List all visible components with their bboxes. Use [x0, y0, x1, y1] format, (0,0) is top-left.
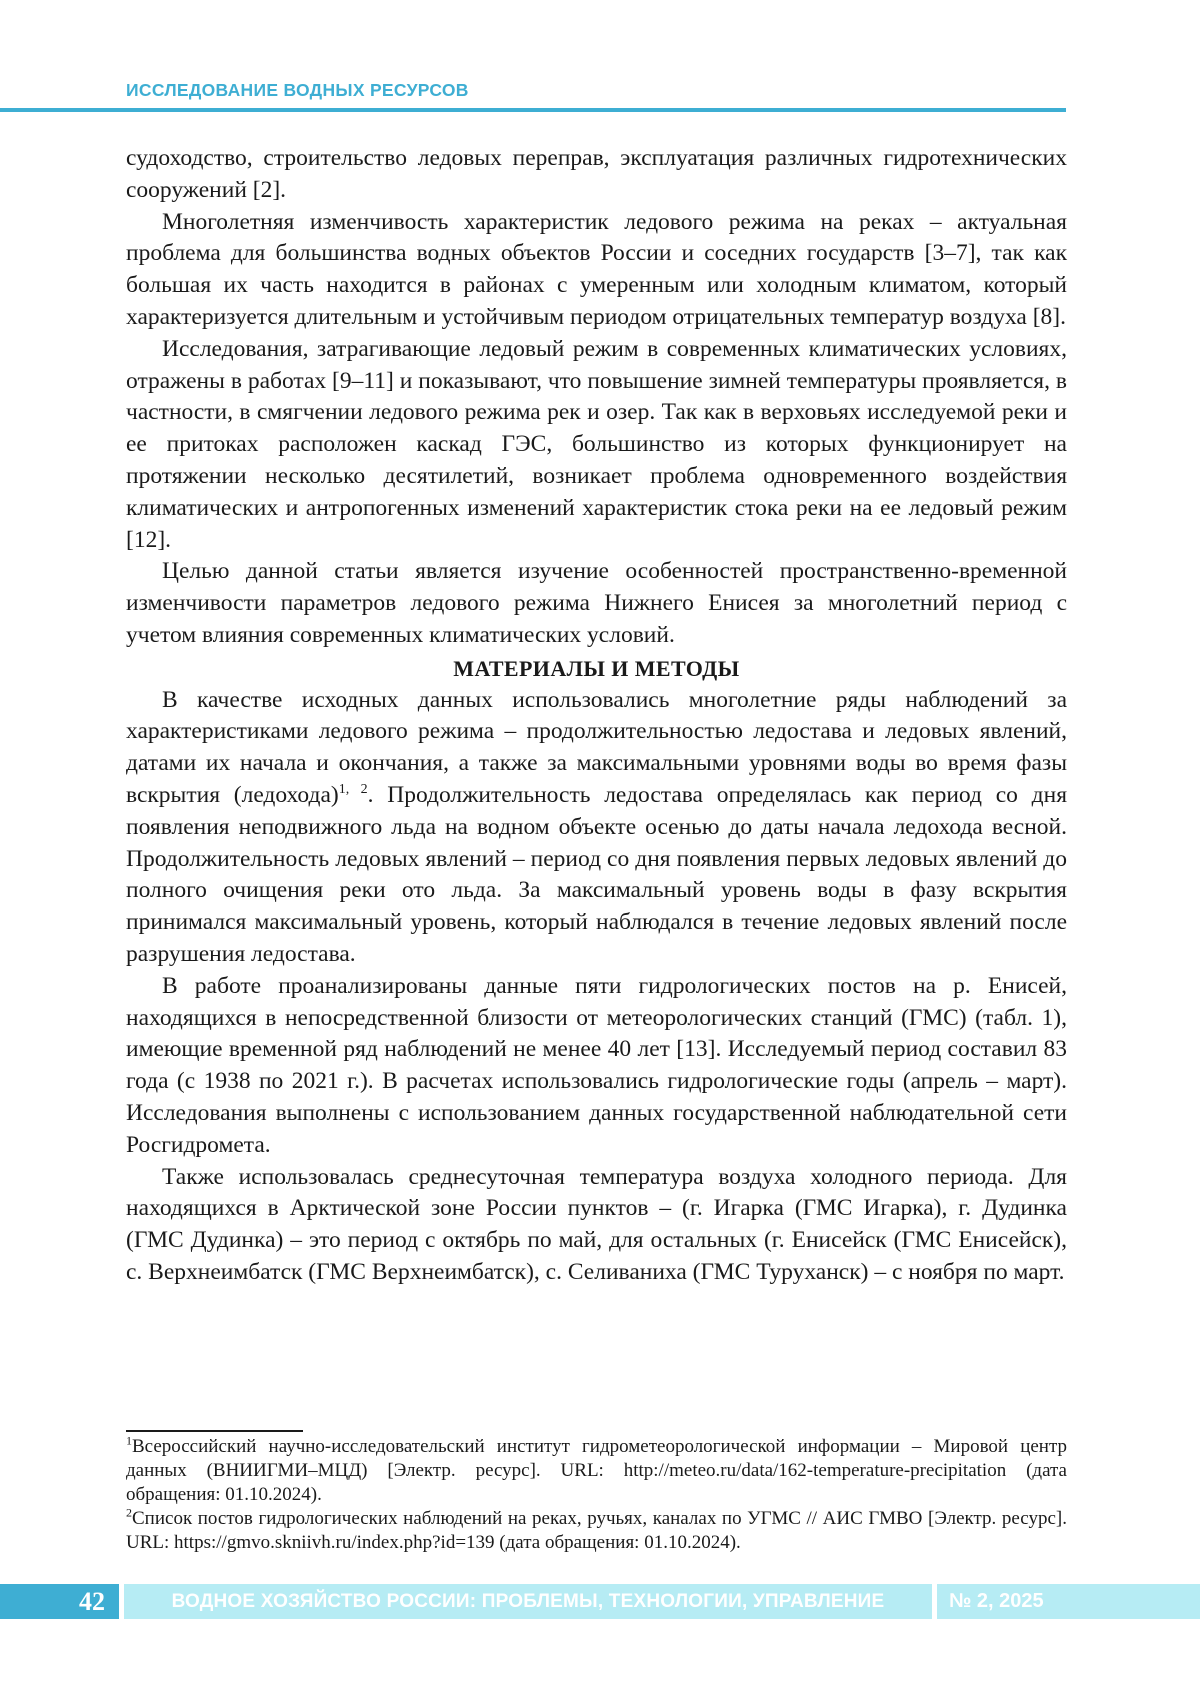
footnote-1	[126, 1435, 1067, 1507]
footnote-mark: 1	[126, 1433, 132, 1448]
paragraph-1: судоходство, строительство ледовых переправ, эксплуатация различных гидротехнических сооружений [2].	[126, 145, 1067, 203]
section-heading: МАТЕРИАЛЫ И МЕТОДЫ	[453, 655, 740, 681]
paragraph-7: Также использовалась среднесуточная температура воздуха холодного периода. Для находящихся в Арктической зоне России пунктов – (г. Игарка (ГМС Игарка), г. Дудинка (ГМС Дудинка) – это период с октябрь по май, для остальных (г. Енисейск (ГМС Енисейск), с. Верхнеимбатск (ГМС Верхнеимбатск), с. Селиваниха (ГМС Туруханск) – с ноября по март.	[126, 1163, 1067, 1285]
paragraph-4: Целью данной статьи является изучение особенностей пространственно-временной изменчивости параметров ледового режима Нижнего Енисея за многолетний период с учетом влияния современных климатических условий.	[126, 558, 1067, 648]
footnote-mark: 2	[126, 1505, 132, 1520]
footnotes	[126, 1435, 1067, 1555]
paragraph-5-text-after: . Продолжительность ледостава определялась как период со дня появления неподвижного льда на водном объекте осенью до даты начала ледохода весной. Продолжительность ледовых явлений – период со дня появления первых ледовых явлений до полного очищения реки ото льда. За максимальный уровень воды в фазу вскрытия принимался максимальный уровень, который наблюдался в течение ледовых явлений после разрушения ледостава.	[126, 781, 1067, 967]
footnote-2	[126, 1507, 1067, 1555]
footnote-text: Список постов гидрологических наблюдений на реках, ручьях, каналах по УГМС // АИС ГМВО [Электр. ресурс]. URL: https://gmvo.skniivh.ru/index.php?id=139 (дата обращения: 01.10.2024).	[126, 1508, 1067, 1553]
article-body	[126, 143, 1067, 1289]
paragraph-5-text-before: В качестве исходных данных использовались многолетние ряды наблюдений за характеристиками ледового режима – продолжительностью ледостава и ледовых явлений, датами их начала и окончания, а также за максимальными уровнями воды во время фазы вскрытия (ледохода)	[126, 686, 1067, 808]
paragraph-2: Многолетняя изменчивость характеристик ледового режима на реках – актуальная проблема для большинства водных объектов России и соседних государств [3–7], так как большая их часть находится в районах с умеренным или холодным климатом, который характеризуется длительным и устойчивым периодом отрицательных температур воздуха [8].	[126, 208, 1067, 330]
paragraph-5	[126, 685, 1067, 971]
paragraph-3: Исследования, затрагивающие ледовый режим в современных климатических условиях, отражены в работах [9–11] и показывают, что повышение зимней температуры проявляется, в частности, в смягчении ледового режима рек и озер. Так как в верховьях исследуемой реки и ее притоках расположен каскад ГЭС, большинство из которых функционирует на протяжении несколько десятилетий, возникает проблема одновременного воздействия климатических и антропогенных изменений характеристик стока реки на ее ледовый режим [12].	[126, 335, 1067, 553]
header-rule	[0, 108, 1066, 112]
issue-number: № 2, 2025	[937, 1584, 1200, 1619]
footnote-text: Всероссийский научно-исследовательский институт гидрометеорологической информации – Мировой центр данных (ВНИИГМИ–МЦД) [Электр. ресурс]. URL: http://meteo.ru/data/162-temperature-precipitation (дата обращения: 01.10.2024).	[126, 1436, 1067, 1505]
paragraph-6: В работе проанализированы данные пяти гидрологических постов на р. Енисей, находящихся в непосредственной близости от метеорологических станций (ГМС) (табл. 1), имеющие временной ряд наблюдений не менее 40 лет [13]. Исследуемый период составил 83 года (с 1938 по 2021 г.). В расчетах использовались гидрологические годы (апрель – март). Исследования выполнены с использованием данных государственной наблюдательной сети Росгидромета.	[126, 972, 1067, 1158]
journal-title: ВОДНОЕ ХОЗЯЙСТВО РОССИИ: ПРОБЛЕМЫ, ТЕХНОЛОГИИ, УПРАВЛЕНИЕ	[124, 1584, 932, 1619]
footnote-rule	[126, 1430, 303, 1432]
running-header: ИССЛЕДОВАНИЕ ВОДНЫХ РЕСУРСОВ	[126, 80, 469, 100]
footnote-ref[interactable]: 1, 2	[338, 782, 368, 798]
page-number: 42	[0, 1584, 119, 1619]
